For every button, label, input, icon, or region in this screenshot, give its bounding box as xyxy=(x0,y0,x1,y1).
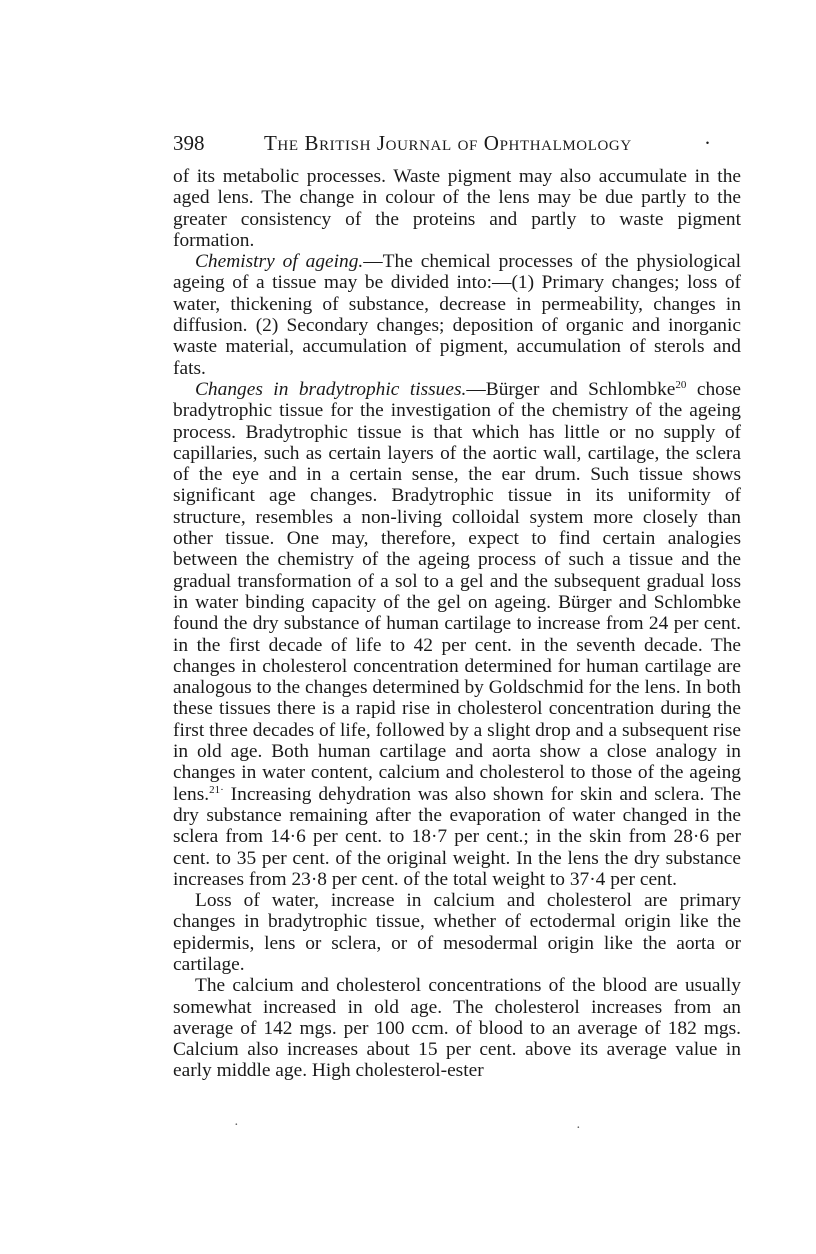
paragraph-text: Loss of water, increase in calcium and cholesterol are primary changes in bradytrophic tissue, whether of ectodermal origin like the epidermis, lens or sclera, or of mesodermal origin like the aorta or cartilage. xyxy=(173,890,741,975)
paragraph-continuation xyxy=(173,166,741,251)
paragraph-blood-concentrations xyxy=(173,975,741,1081)
paragraph-text: The calcium and cholesterol concentrations of the blood are usually somewhat increased in old age. The cholesterol increases from an average of 142 mgs. per 100 ccm. of blood to an average of 182 mgs. Calcium also increases about 15 per cent. above its average value in early middle age. High cholesterol-ester xyxy=(173,975,741,1082)
paragraph-chemistry-of-ageing xyxy=(173,251,741,379)
paragraph-text: —The chemical processes of the physiological ageing of a tissue may be divided into:—(1) Primary changes; loss of water, thickening of substance, decrease in permeability, changes in diffusion. (2) Secondary changes; deposition of organic and inorganic waste material, accumulation of pigment, accumulation of sterols and fats. xyxy=(173,251,741,379)
paragraph-primary-changes xyxy=(173,890,741,975)
paragraph-text: Increasing dehydration was also shown for skin and sclera. The dry substance remaining after the evaporation of water changed in the sclera from 14·6 per cent. to 18·7 per cent.; in the skin from 28·6 per cent. to 35 per cent. of the original weight. In the lens the dry substance increases from 23·8 per cent. of the total weight to 37·4 per cent. xyxy=(173,783,741,890)
paragraph-text: chose bradytrophic tissue for the investigation of the chemistry of the ageing process. Bradytrophic tissue is that which has little or no supply of capillaries, such as certain layers of the aortic wall, cartilage, the sclera of the eye and in a certain sense, the ear drum. Such tissue shows significant age changes. Bradytrophic tissue in its uniformity of structure, resembles a non-living colloidal system more closely than other tissue. One may, therefore, expect to find certain analogies between the chemistry of the ageing process of such a tissue and the gradual transformation of a sol to a gel and the subsequent gradual loss in water binding capacity of the gel on ageing. Bürger and Schlombke found the dry substance of human cartilage to increase from 24 per cent. in the first decade of life to 42 per cent. in the seventh decade. The changes in cholesterol concentration determined for human cartilage are analogous to the changes determined by Goldschmid for the lens. In both these tissues there is a rapid rise in cholesterol concentration during the first three decades of life, followed by a slight drop and a subsequent rise in old age. Both human cartilage and aorta show a close analogy in changes in water content, calcium and cholesterol to those of the ageing lens. xyxy=(173,378,742,805)
section-heading-bradytrophic: Changes in bradytrophic tissues. xyxy=(195,378,467,400)
journal-title: The British Journal of Ophthalmology xyxy=(264,131,632,155)
header-dot: · xyxy=(704,131,711,155)
page-number: 398 xyxy=(173,131,205,155)
article-body xyxy=(173,166,741,1082)
reference-21: 21· xyxy=(209,783,224,796)
paragraph-bradytrophic-tissues xyxy=(173,379,741,890)
stray-mark-right: · xyxy=(576,1121,581,1136)
stray-mark-left: · xyxy=(234,1118,239,1133)
section-heading-chemistry: Chemistry of ageing. xyxy=(195,251,364,273)
paragraph-text: of its metabolic processes. Waste pigment may also accumulate in the aged lens. The change in colour of the lens may be due partly to the greater consistency of the proteins and partly to waste pigment formation. xyxy=(173,166,741,251)
page-header xyxy=(173,128,741,158)
paragraph-text: —Bürger and Schlombke xyxy=(466,378,676,400)
reference-20: 20 xyxy=(675,378,687,391)
